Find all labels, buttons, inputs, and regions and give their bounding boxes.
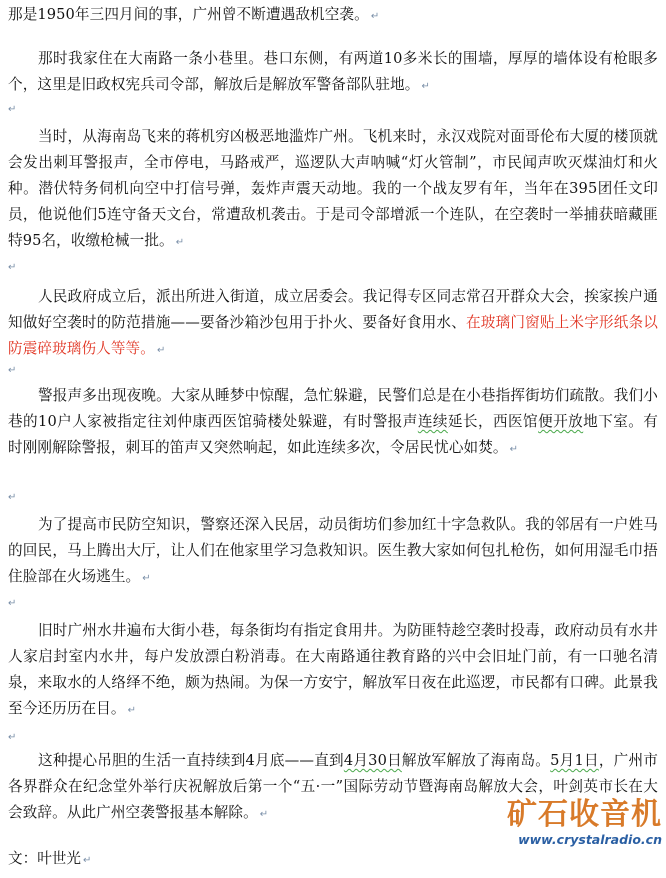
paragraph-text: 人民政府成立后，派出所进入街道，成立居委会。我记得专区同志常召开群众大会，挨家挨户通知做好空袭时的防范措施——要备沙箱沙包用于扑火、要备好食用水、	[8, 288, 658, 331]
paragraph-intro	[8, 2, 658, 30]
empty-line-mark-icon: ↵	[8, 492, 17, 503]
paragraph-bombing	[8, 124, 658, 256]
return-mark-icon: ↵	[175, 237, 185, 248]
paragraph-text: 这种提心吊胆的生活一直持续到4月底——直到	[38, 752, 344, 769]
empty-line-mark-icon: ↵	[8, 262, 17, 273]
paragraph-text: 旧时广州水井遍布大街小巷，每条街均有指定食用井。为防匪特趁空袭时投毒，政府动员有水井人家启封室内水井，每户发放漂白粉消毒。在大南路通往教育路的兴中会旧址门前，有一口驰名清泉，来取水的人络绎不绝，颇为热闹。为保一方安宁，解放军日夜在此巡逻，市民都有口碑。此景我至今还历历在目。	[8, 622, 658, 717]
return-mark-icon: ↵	[509, 444, 519, 455]
paragraph-text: 警报声多出现夜晚。大家从睡梦中惊醒，急忙躲避，民警们总是在小巷指挥街坊们疏散。我们小巷的10户人家被指定往刘仲康西医馆骑楼处躲避，有时警报声	[8, 387, 658, 430]
paragraph-text: 那是1950年三四月间的事，广州曾不断遭遇敌机空袭。	[8, 6, 369, 23]
empty-line-mark-icon: ↵	[8, 365, 17, 376]
return-mark-icon: ↵	[370, 11, 380, 22]
spellcheck-underlined-text: 5月1日	[550, 752, 599, 769]
paragraph-alarm	[8, 383, 658, 463]
return-mark-icon: ↵	[142, 573, 151, 584]
paragraph-text: 当时，从海南岛飞来的蒋机穷凶极恶地滥炸广州。飞机来时，永汉戏院对面哥伦布大厦的楼顶就会发出刺耳警报声，全市停电，马路戒严，巡逻队大声呐喊“灯火管制”，市民闻声吹灭煤油灯和火种。潜伏特务伺机向空中打信号弹，轰炸声震天动地。我的一个战友罗有年，当年在395团任文印员，他说他们5连守备天文台，常遭敌机袭击。于是司令部增派一个连队，在空袭时一举捕获暗藏匪特95名，收缴枪械一批。	[8, 128, 658, 249]
spellcheck-underlined-text: 连续	[417, 413, 448, 430]
spellcheck-underlined-text: 便开放	[538, 413, 584, 430]
return-mark-icon: ↵	[259, 809, 269, 820]
spellcheck-underlined-text: 4月30日	[343, 752, 402, 769]
paragraph-text: 那时我家住在大南路一条小巷里。巷口东侧，有两道10多米长的围墙，厚厚的墙体设有枪眼多个，这里是旧政权宪兵司令部，解放后是解放军警备部队驻地。	[8, 50, 658, 93]
paragraph-text: 解放军解放了海南岛。	[401, 752, 551, 769]
paragraph-wells	[8, 618, 658, 724]
return-mark-icon: ↵	[156, 345, 166, 356]
watermark-url: www.crystalradio.cn	[518, 832, 662, 847]
empty-line-mark-icon: ↵	[8, 732, 17, 743]
paragraph-ending	[8, 748, 658, 828]
empty-line-mark-icon: ↵	[8, 598, 17, 609]
paragraph-text: 延长，西医馆	[447, 413, 539, 430]
watermark-logo-text: 矿石收音机	[507, 797, 662, 832]
paragraph-text: 地下室。有时刚刚解除警报，刺耳的笛声又突然响起，如此连续多次，令居民忧心如焚。	[8, 413, 658, 456]
paragraph-home	[8, 46, 658, 100]
paragraph-text: ，广州市各界群众在纪念堂外举行庆祝解放后第一个“五·一”国际劳动节暨海南岛解放大会，叶剑英市长在大会致辞。从此广州空袭警报基本解除。	[8, 752, 658, 821]
paragraph-text: 为了提高市民防空知识，警察还深入民居，动员街坊们参加红十字急救队。我的邻居有一户姓马的回民，马上腾出大厅，让人们在他家里学习急救知识。医生教大家如何包扎枪伤，如何用湿毛巾捂住脸部在火场逃生。	[8, 516, 658, 585]
author-name: 文：叶世光	[8, 850, 81, 867]
highlighted-text: 在玻璃门窗贴上米字形纸条以防震碎玻璃伤人等等。	[8, 314, 658, 357]
paragraph-government	[8, 284, 658, 364]
return-mark-icon: ↵	[127, 705, 137, 716]
return-mark-icon: ↵	[82, 855, 92, 866]
empty-line-mark-icon: ↵	[8, 104, 17, 115]
paragraph-first-aid	[8, 512, 658, 592]
return-mark-icon: ↵	[421, 81, 430, 92]
author-line	[8, 846, 91, 874]
